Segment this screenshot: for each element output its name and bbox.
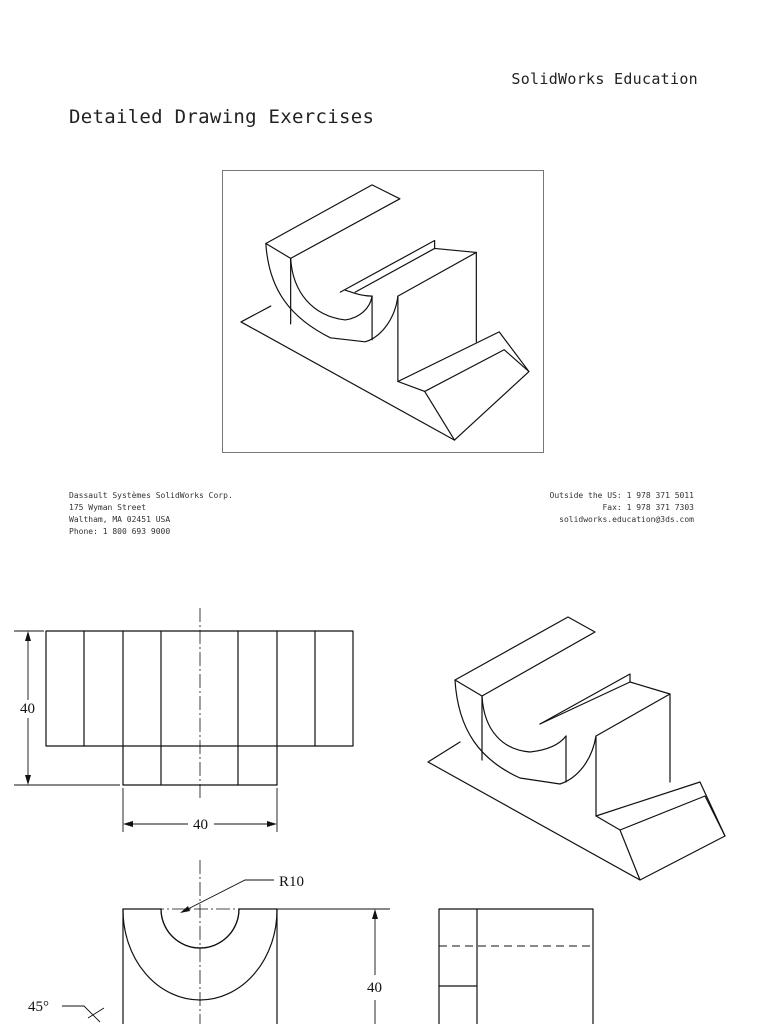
isometric-preview-frame — [222, 170, 544, 453]
top-height-dimension: 40 — [367, 980, 382, 996]
fax-number: Fax: 1 978 371 7303 — [602, 503, 694, 512]
radius-dimension: R10 — [279, 874, 305, 890]
top-view — [28, 860, 390, 1024]
phone-number: Phone: 1 800 693 9000 — [69, 527, 171, 536]
address-block-right — [550, 490, 695, 526]
isometric-preview-drawing — [223, 171, 543, 452]
outside-us-phone: Outside the US: 1 978 371 5011 — [549, 491, 694, 500]
side-view — [439, 909, 593, 1024]
technical-drawing-sheet — [0, 600, 768, 1024]
front-view — [14, 608, 353, 833]
angle-dimension: 45° — [28, 999, 49, 1015]
orthographic-views — [0, 600, 768, 1024]
brand-header: SolidWorks Education — [511, 70, 698, 88]
address-block-left — [69, 490, 233, 538]
city-address: Waltham, MA 02451 USA — [69, 515, 171, 524]
front-height-dimension: 40 — [20, 701, 35, 717]
isometric-view — [428, 617, 725, 880]
company-name: Dassault Systèmes SolidWorks Corp. — [69, 491, 233, 500]
email-address: solidworks.education@3ds.com — [559, 515, 694, 524]
front-width-dimension: 40 — [193, 817, 208, 833]
street-address: 175 Wyman Street — [69, 503, 147, 512]
page-title: Detailed Drawing Exercises — [69, 106, 375, 128]
